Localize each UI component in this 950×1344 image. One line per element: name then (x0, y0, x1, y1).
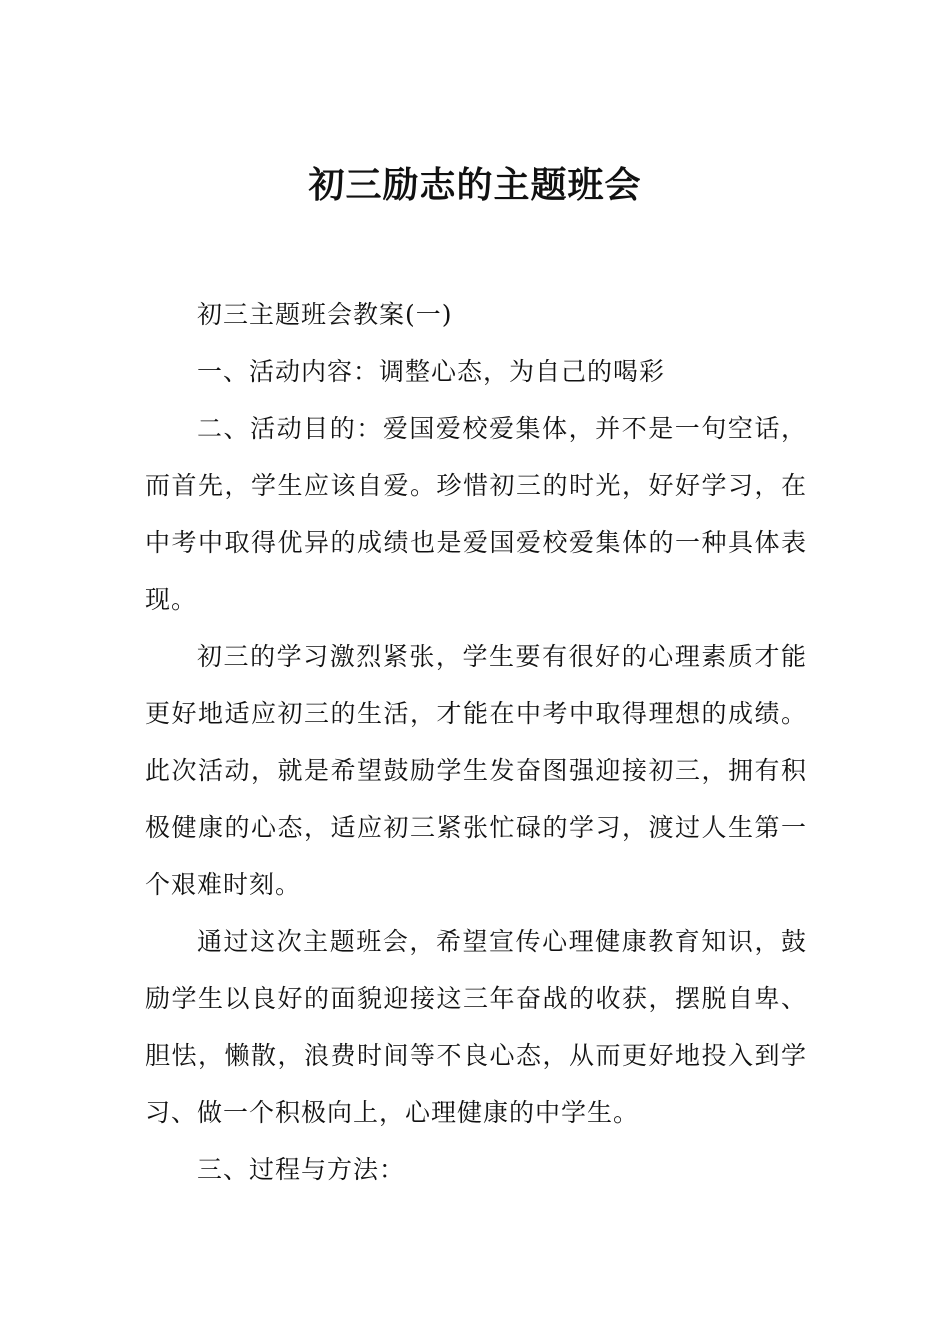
paragraph-process-heading: 三、过程与方法： (197, 1155, 406, 1184)
paragraph-meeting-goal: 通过这次主题班会，希望宣传心理健康教育知识，鼓励学生以良好的面貌迎接这三年奋战的收获，摆脱自卑、胆怯，懒散，浪费时间等不良心态，从而更好地投入到学习、做一个积极向上，心理健康的中学生。 (145, 927, 807, 1127)
paragraph-activity-content: 一、活动内容：调整心态，为自己的喝彩 (197, 357, 666, 386)
document-title: 初三励志的主题班会 (308, 164, 642, 206)
paragraph-lesson-plan-heading: 初三主题班会教案(一) (197, 300, 453, 329)
document-body (145, 286, 807, 1198)
paragraph-study-pressure: 初三的学习激烈紧张，学生要有很好的心理素质才能更好地适应初三的生活，才能在中考中取得理想的成绩。此次活动，就是希望鼓励学生发奋图强迎接初三，拥有积极健康的心态，适应初三紧张忙碌的学习，渡过人生第一个艰难时刻。 (145, 642, 807, 899)
paragraph-activity-purpose: 二、活动目的：爱国爱校爱集体，并不是一句空话，而首先，学生应该自爱。珍惜初三的时光，好好学习，在中考中取得优异的成绩也是爱国爱校爱集体的一种具体表现。 (145, 414, 807, 614)
